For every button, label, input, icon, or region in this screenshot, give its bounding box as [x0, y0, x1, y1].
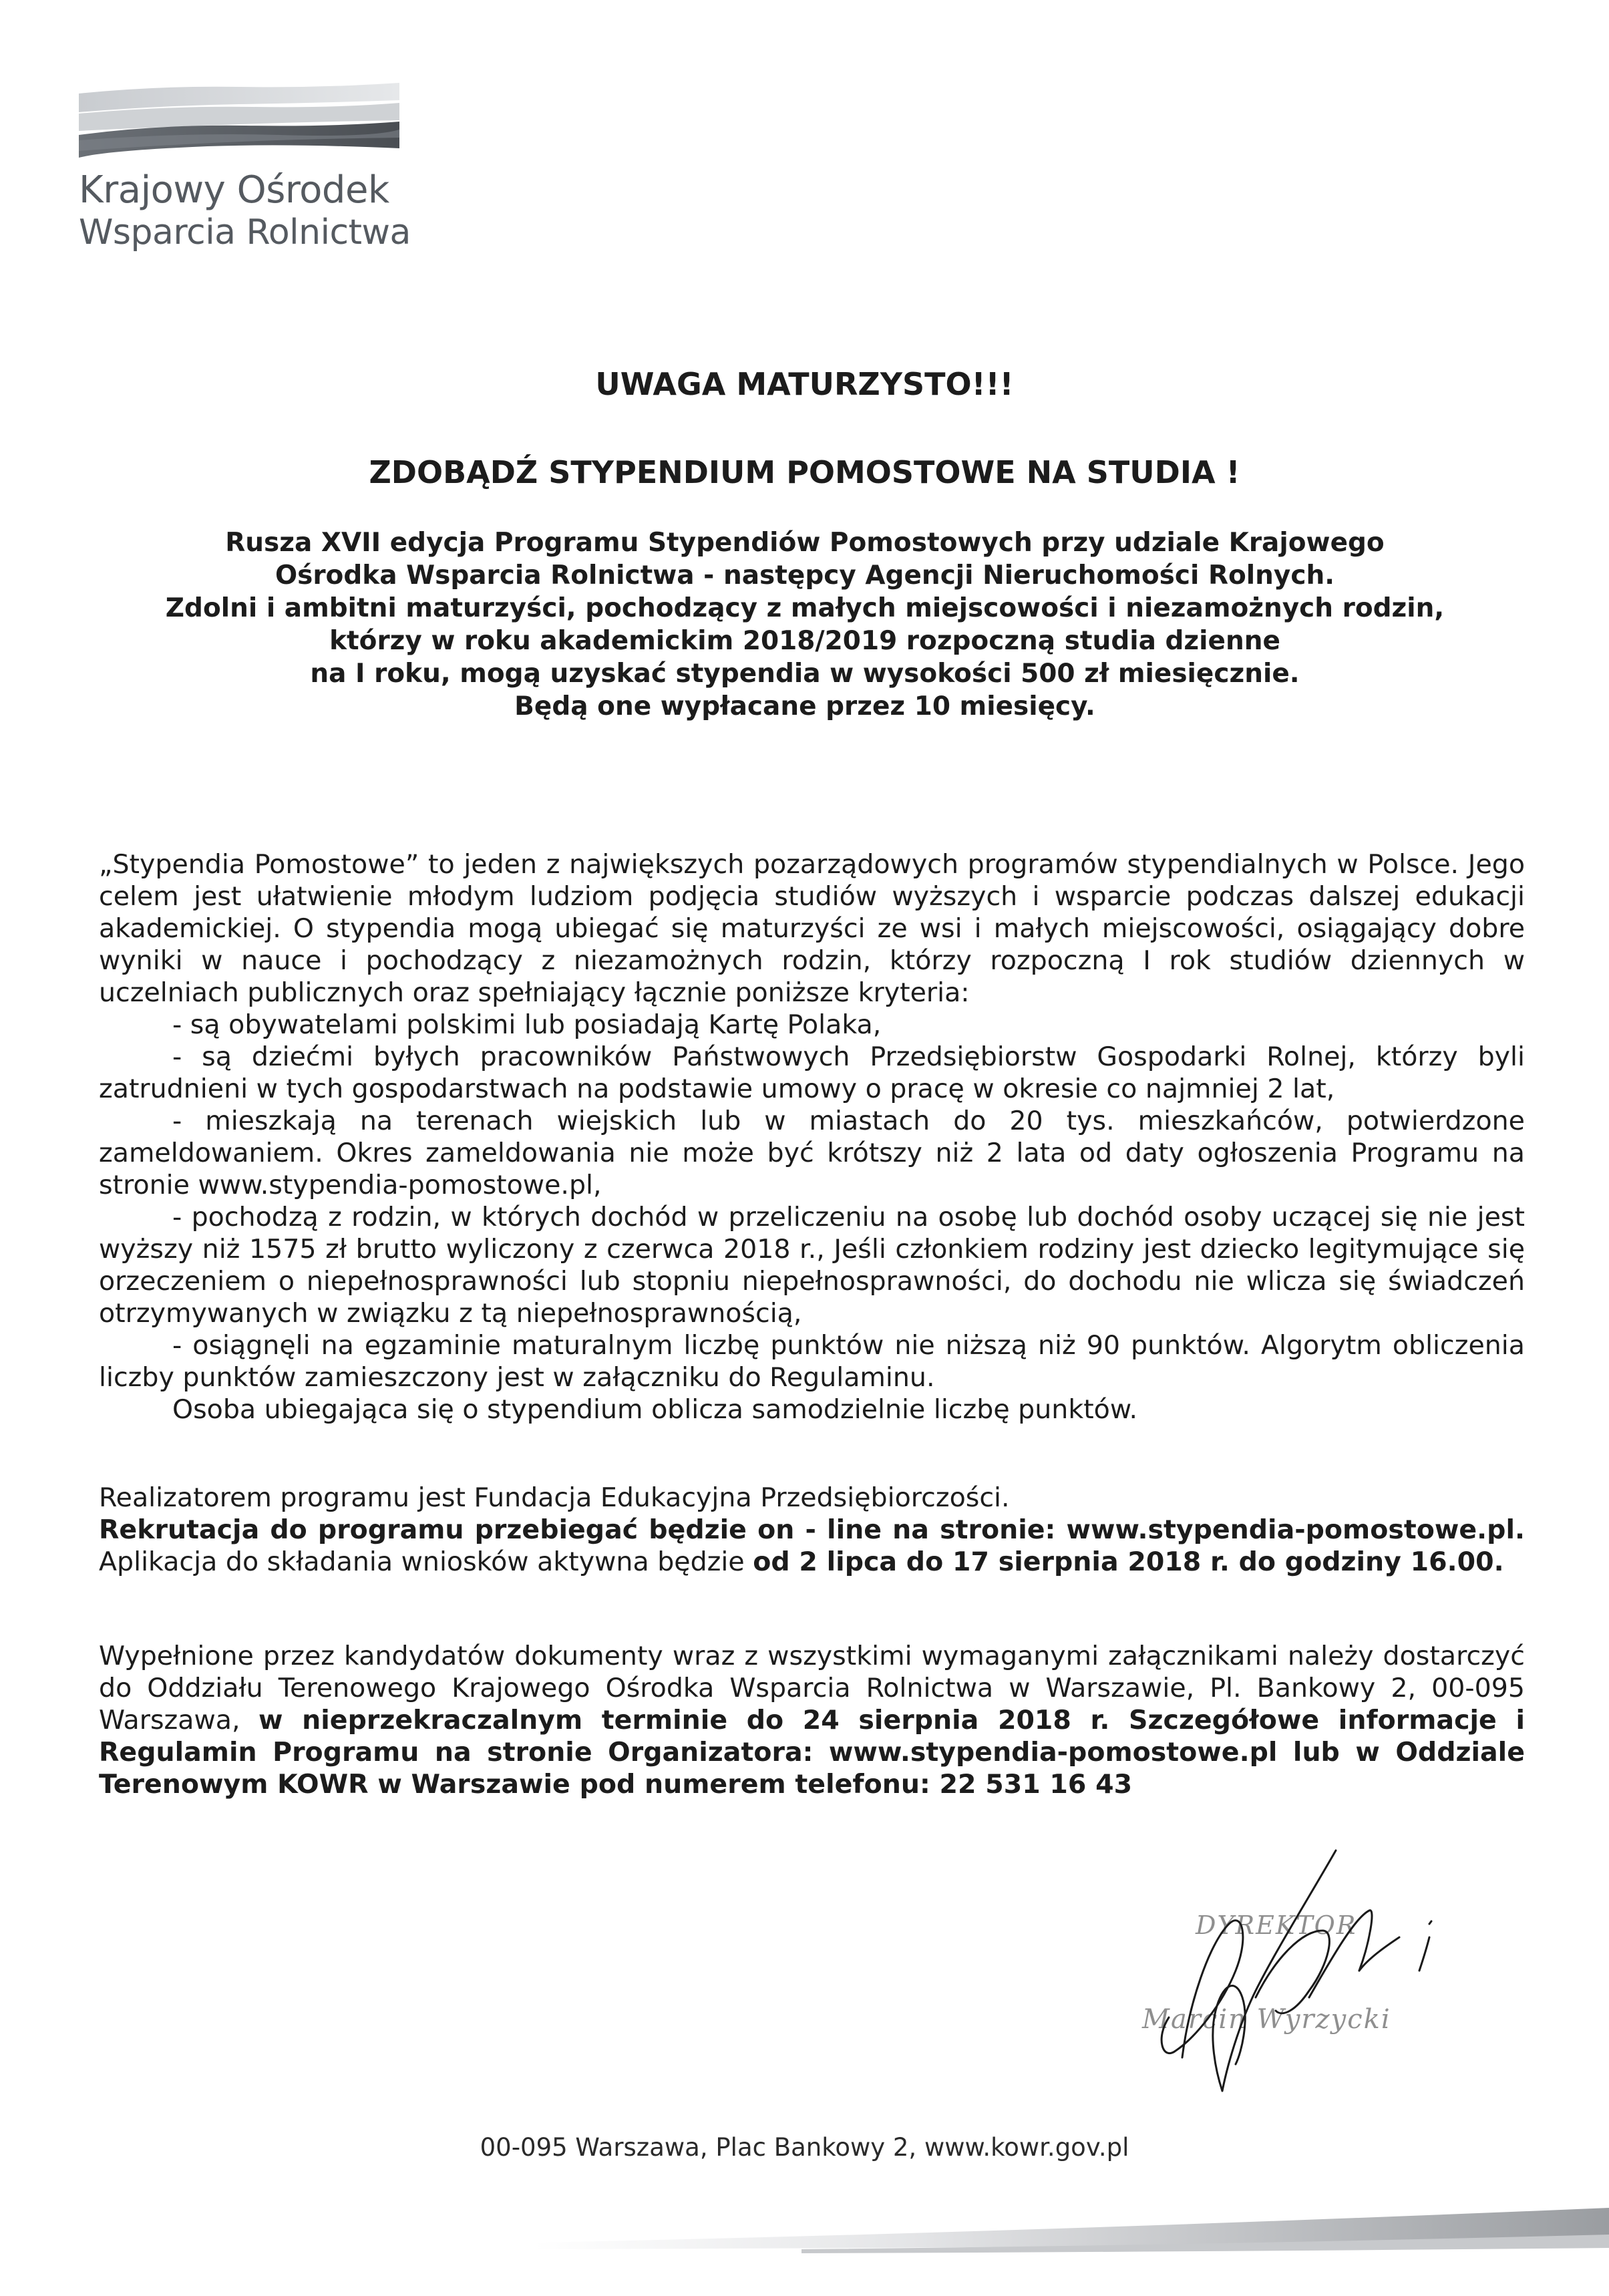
intro-line: Będą one wypłacane przez 10 miesięcy.: [514, 691, 1095, 721]
criterion-item: [99, 1201, 1525, 1329]
logo-waves-icon: [79, 73, 399, 167]
criterion-item: - są obywatelami polskimi lub posiadają Kartę Polaka,: [172, 1009, 882, 1040]
intro-line: którzy w roku akademickim 2018/2019 rozpoczną studia dzienne: [329, 626, 1280, 656]
criterion-text: - osiągnęli na egzaminie maturalnym liczbę punktów nie niższą niż 90 punktów. Algorytm obliczenia liczby punktów zamieszczony jest w załączniku do Regulaminu.: [99, 1330, 1525, 1393]
intro-line: Zdolni i ambitni maturzyści, pochodzący z małych miejscowości i niezamożnych rodzin,: [165, 593, 1445, 623]
recruitment-dates: od 2 lipca do 17 sierpnia 2018 r. do godziny 16.00.: [753, 1546, 1504, 1577]
recruitment-text: Aplikacja do składania wniosków aktywna będzie: [99, 1546, 753, 1577]
description-paragraph: „Stypendia Pomostowe” to jeden z największych pozarządowych programów stypendialnych w Polsce. Jego celem jest ułatwienie młodym ludziom podjęcia studiów wyższych i wsparcie podczas dalszej edukacji akademickiej. O stypendia mogą ubiegać się maturzyści ze wsi i małych miejscowości, osiągający dobre wyniki w nauce i pochodzący z niezamożnych rodzin, którzy rozpoczną I rok studiów dziennych w uczelniach publicznych oraz spełniający łącznie poniższe kryteria:: [99, 849, 1525, 1008]
footer-wave-icon: [0, 2194, 1609, 2296]
recruitment-paragraph: [99, 1514, 1525, 1578]
recruitment-bold: Rekrutacja do programu przebiegać będzie on - line na stronie: www.stypendia-pomostowe.pl.: [99, 1514, 1525, 1545]
logo-text-line1: Krajowy Ośrodek: [79, 168, 389, 212]
realizer-line: Realizatorem programu jest Fundacja Edukacyjna Przedsiębiorczości.: [99, 1482, 1010, 1513]
criterion-item: [99, 1105, 1525, 1201]
intro-line: na I roku, mogą uzyskać stypendia w wysokości 500 zł miesięcznie.: [310, 659, 1300, 689]
criterion-item: [99, 1041, 1525, 1105]
delivery-text: Wypełnione przez kandydatów dokumenty wraz z wszystkimi wymaganymi załącznikami należy dostarczyć do Oddziału Terenowego Krajowego Ośrodka Wsparcia Rolnictwa w Warszawie, Pl. Bankowy 2, 00-095 Warszawa,: [99, 1641, 1525, 1736]
criterion-text: - pochodzą z rodzin, w których dochód w przeliczeniu na osobę lub dochód osoby uczącej się nie jest wyższy niż 1575 zł brutto wyliczony z czerwca 2018 r., Jeśli członkiem rodziny jest dziecko legitymujące się orzeczeniem o niepełnosprawności lub stopniu niepełnosprawności, do dochodu nie wlicza się świadczeń otrzymywanych w związku z tą niepełnosprawnością,: [99, 1202, 1525, 1329]
recruitment-info: [99, 1482, 1525, 1578]
kowr-logo: [79, 73, 411, 253]
stamp-name: Marcin Wyrzycki: [1142, 2004, 1391, 2035]
criterion-item: [99, 1329, 1525, 1393]
criterion-text: - mieszkają na terenach wiejskich lub w miastach do 20 tys. mieszkańców, potwierdzone zameldowaniem. Okres zameldowania nie może być krótszy niż 2 lata od daty ogłoszenia Programu na stronie www.stypendia-pomostowe.pl,: [99, 1106, 1525, 1200]
closing-note: Osoba ubiegająca się o stypendium oblicza samodzielnie liczbę punktów.: [172, 1394, 1138, 1425]
handwritten-signature-icon: [1055, 1837, 1469, 2118]
announcement-heading: UWAGA MATURZYSTO!!!: [595, 366, 1014, 402]
intro-block: [80, 526, 1530, 723]
criterion-text: - są dziećmi byłych pracowników Państwowych Przedsiębiorstw Gospodarki Rolnej, którzy byli zatrudnieni w tych gospodarstwach na podstawie umowy o pracę w okresie co najmniej 2 lat,: [99, 1041, 1525, 1104]
footer-address: 00-095 Warszawa, Plac Bankowy 2, www.kowr.gov.pl: [480, 2133, 1129, 2162]
program-description: [99, 848, 1525, 1426]
logo-text-line2: Wsparcia Rolnictwa: [79, 212, 411, 253]
delivery-info: [99, 1640, 1525, 1800]
delivery-paragraph: [99, 1640, 1525, 1800]
scholarship-heading: ZDOBĄDŹ STYPENDIUM POMOSTOWE NA STUDIA !: [369, 454, 1240, 490]
director-signature: [1055, 1837, 1469, 2118]
intro-line: Rusza XVII edycja Programu Stypendiów Pomostowych przy udziale Krajowego: [225, 528, 1385, 558]
stamp-title: DYREKTOR: [1196, 1911, 1357, 1940]
intro-line: Ośrodka Wsparcia Rolnictwa - następcy Agencji Nieruchomości Rolnych.: [275, 560, 1335, 591]
delivery-bold: w nieprzekraczalnym terminie do 24 sierpnia 2018 r. Szczegółowe informacje i Regulamin Programu na stronie Organizatora: www.stypendia-pomostowe.pl lub w Oddziale Terenowym KOWR w Warszawie pod numerem telefonu: 22 531 16 43: [99, 1705, 1525, 1800]
